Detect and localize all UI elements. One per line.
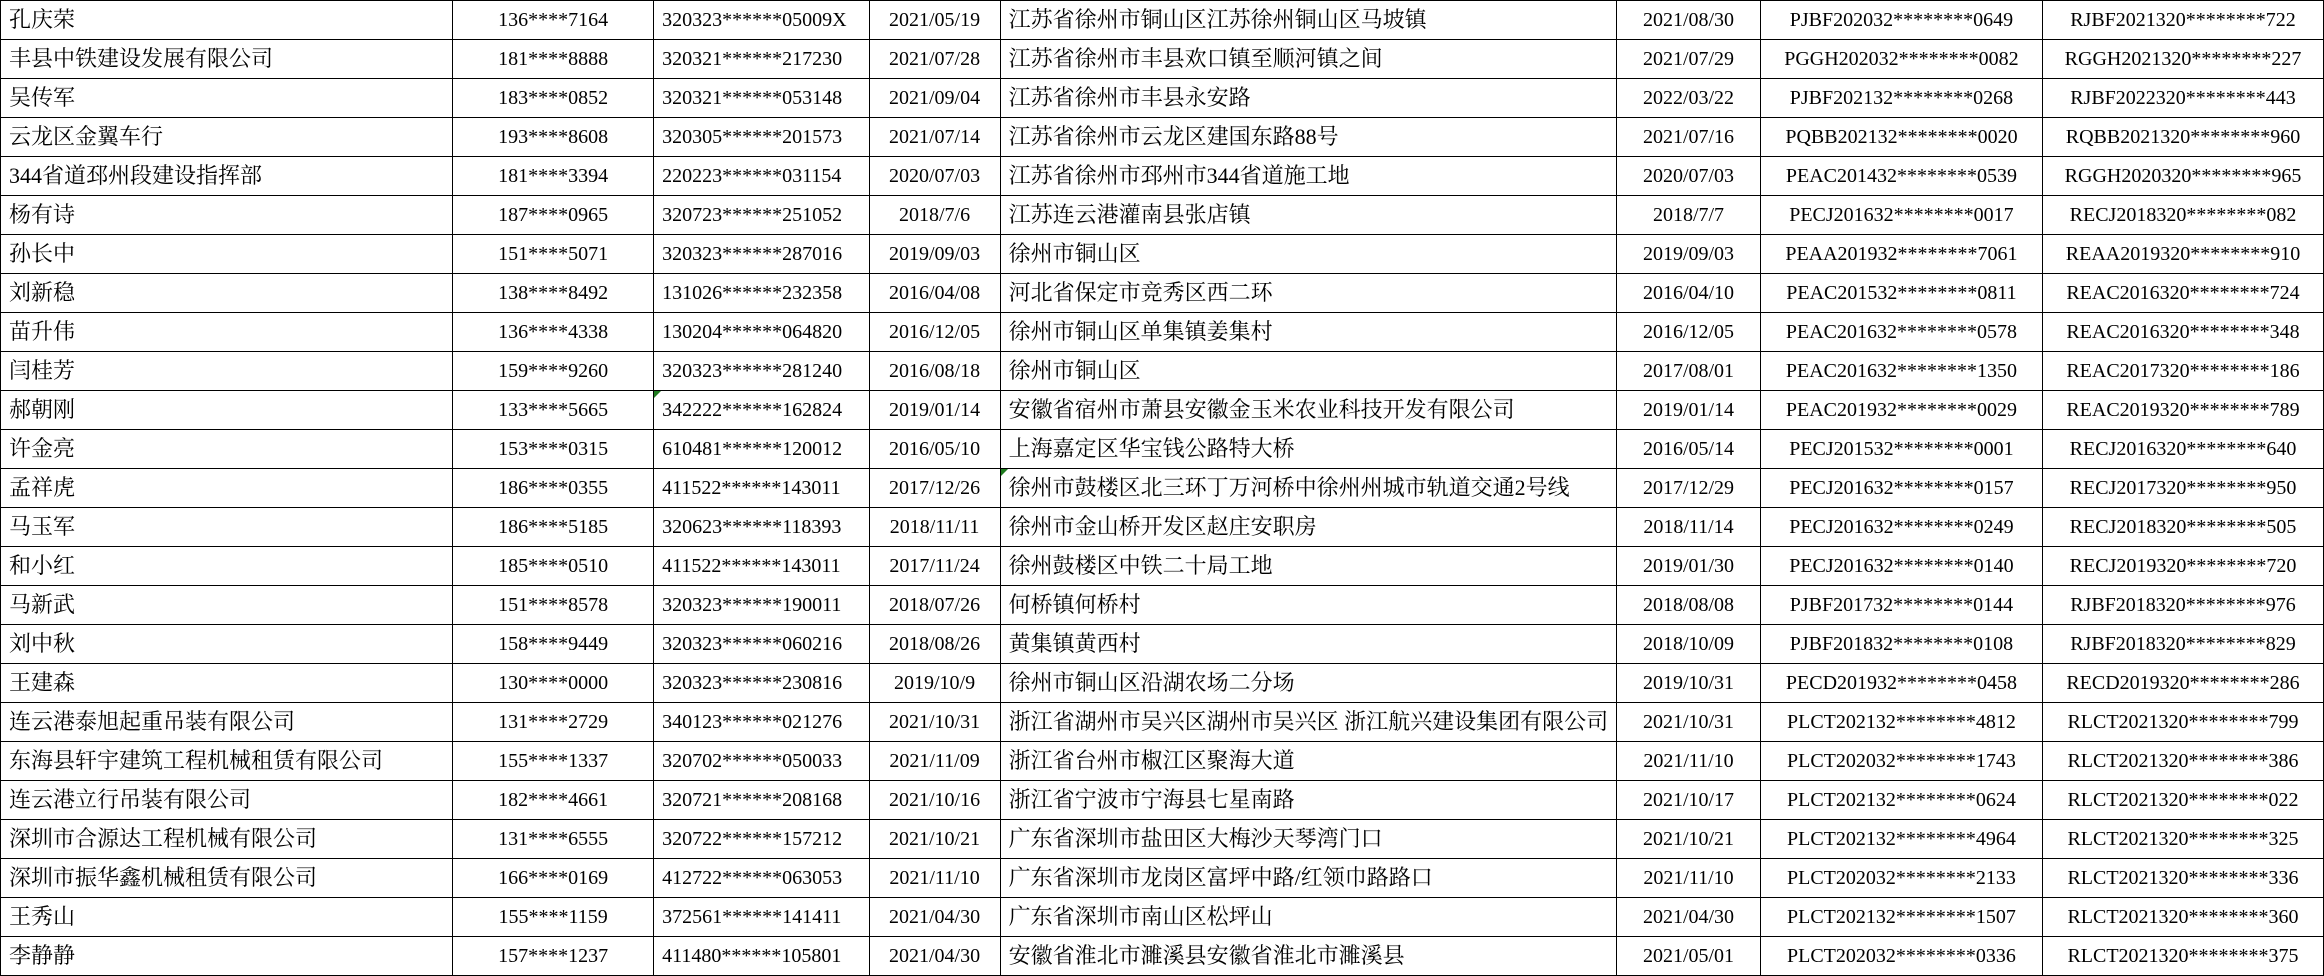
cell-name[interactable]: 刘新稳 bbox=[1, 274, 453, 313]
cell-phone[interactable]: 131****2729 bbox=[453, 703, 654, 742]
cell-inspect-date[interactable]: 2018/10/09 bbox=[1617, 625, 1761, 664]
cell-receipt-number[interactable]: RLCT2021320********375 bbox=[2043, 937, 2324, 976]
cell-id-number[interactable]: 320323******060216 bbox=[654, 625, 869, 664]
cell-address[interactable]: 江苏连云港灌南县张店镇 bbox=[1000, 196, 1617, 235]
cell-id-number[interactable]: 320323******281240 bbox=[654, 352, 869, 391]
cell-receipt-number[interactable]: RQBB2021320********960 bbox=[2043, 118, 2324, 157]
cell-inspect-date[interactable]: 2021/08/30 bbox=[1617, 1, 1761, 40]
cell-register-date[interactable]: 2021/05/19 bbox=[869, 1, 1000, 40]
cell-phone[interactable]: 187****0965 bbox=[453, 196, 654, 235]
cell-receipt-number[interactable]: RECJ2018320********505 bbox=[2043, 508, 2324, 547]
cell-address[interactable]: 徐州市铜山区沿湖农场二分场 bbox=[1000, 664, 1617, 703]
cell-phone[interactable]: 151****5071 bbox=[453, 235, 654, 274]
cell-inspect-date[interactable]: 2018/08/08 bbox=[1617, 586, 1761, 625]
cell-address[interactable]: 徐州市鼓楼区北三环丁万河桥中徐州州城市轨道交通2号线 bbox=[1000, 469, 1617, 508]
cell-name[interactable]: 许金亮 bbox=[1, 430, 453, 469]
cell-name[interactable]: 郝朝刚 bbox=[1, 391, 453, 430]
cell-address[interactable]: 江苏省徐州市铜山区江苏徐州铜山区马坡镇 bbox=[1000, 1, 1617, 40]
cell-name[interactable]: 王建森 bbox=[1, 664, 453, 703]
cell-receipt-number[interactable]: RJBF2018320********829 bbox=[2043, 625, 2324, 664]
cell-inspect-date[interactable]: 2020/07/03 bbox=[1617, 157, 1761, 196]
cell-id-number[interactable]: 610481******120012 bbox=[654, 430, 869, 469]
cell-address[interactable]: 浙江省湖州市吴兴区湖州市吴兴区 浙江航兴建设集团有限公司 bbox=[1000, 703, 1617, 742]
cell-policy-number[interactable]: PJBF202032********0649 bbox=[1760, 1, 2042, 40]
table-row bbox=[1, 1, 2324, 40]
cell-id-number[interactable]: 320722******157212 bbox=[654, 820, 869, 859]
cell-name[interactable]: 李静静 bbox=[1, 937, 453, 976]
cell-policy-number[interactable]: PLCT202132********4964 bbox=[1760, 820, 2042, 859]
cell-id-number[interactable]: 220223******031154 bbox=[654, 157, 869, 196]
cell-id-number[interactable]: 320323******287016 bbox=[654, 235, 869, 274]
cell-inspect-date[interactable]: 2021/07/29 bbox=[1617, 40, 1761, 79]
cell-receipt-number[interactable]: REAC2017320********186 bbox=[2043, 352, 2324, 391]
cell-address[interactable]: 江苏省徐州市邳州市344省道施工地 bbox=[1000, 157, 1617, 196]
cell-name[interactable]: 马新武 bbox=[1, 586, 453, 625]
cell-phone[interactable]: 155****1337 bbox=[453, 742, 654, 781]
cell-register-date[interactable]: 2018/7/6 bbox=[869, 196, 1000, 235]
table-row bbox=[1, 391, 2324, 430]
cell-id-number[interactable]: 320721******208168 bbox=[654, 781, 869, 820]
cell-id-number[interactable]: 411522******143011 bbox=[654, 547, 869, 586]
cell-policy-number[interactable]: PQBB202132********0020 bbox=[1760, 118, 2042, 157]
cell-receipt-number[interactable]: REAC2016320********724 bbox=[2043, 274, 2324, 313]
cell-address[interactable]: 广东省深圳市盐田区大梅沙天琴湾门口 bbox=[1000, 820, 1617, 859]
cell-name[interactable]: 孔庆荣 bbox=[1, 1, 453, 40]
cell-register-date[interactable]: 2021/10/21 bbox=[869, 820, 1000, 859]
cell-id-number[interactable]: 342222******162824 bbox=[654, 391, 869, 430]
cell-address[interactable]: 广东省深圳市龙岗区富坪中路/红领巾路路口 bbox=[1000, 859, 1617, 898]
cell-policy-number[interactable]: PECJ201632********0017 bbox=[1760, 196, 2042, 235]
cell-id-number[interactable]: 320321******217230 bbox=[654, 40, 869, 79]
cell-id-number[interactable]: 320723******251052 bbox=[654, 196, 869, 235]
cell-id-number[interactable]: 340123******021276 bbox=[654, 703, 869, 742]
cell-register-date[interactable]: 2021/07/14 bbox=[869, 118, 1000, 157]
cell-policy-number[interactable]: PEAC201632********1350 bbox=[1760, 352, 2042, 391]
table-row bbox=[1, 820, 2324, 859]
cell-inspect-date[interactable]: 2016/04/10 bbox=[1617, 274, 1761, 313]
cell-register-date[interactable]: 2016/05/10 bbox=[869, 430, 1000, 469]
table-row bbox=[1, 937, 2324, 976]
table-row bbox=[1, 625, 2324, 664]
cell-id-number[interactable]: 320702******050033 bbox=[654, 742, 869, 781]
cell-name[interactable]: 连云港立行吊装有限公司 bbox=[1, 781, 453, 820]
cell-phone[interactable]: 131****6555 bbox=[453, 820, 654, 859]
cell-phone[interactable]: 166****0169 bbox=[453, 859, 654, 898]
table-row bbox=[1, 235, 2324, 274]
cell-phone[interactable]: 130****0000 bbox=[453, 664, 654, 703]
cell-policy-number[interactable]: PLCT202032********0336 bbox=[1760, 937, 2042, 976]
cell-id-number[interactable]: 130204******064820 bbox=[654, 313, 869, 352]
cell-address[interactable]: 徐州市铜山区单集镇姜集村 bbox=[1000, 313, 1617, 352]
cell-policy-number[interactable]: PJBF202132********0268 bbox=[1760, 79, 2042, 118]
cell-name[interactable]: 刘中秋 bbox=[1, 625, 453, 664]
cell-register-date[interactable]: 2021/04/30 bbox=[869, 898, 1000, 937]
cell-address[interactable]: 江苏省徐州市丰县永安路 bbox=[1000, 79, 1617, 118]
cell-inspect-date[interactable]: 2019/01/14 bbox=[1617, 391, 1761, 430]
table-row bbox=[1, 781, 2324, 820]
cell-receipt-number[interactable]: RJBF2018320********976 bbox=[2043, 586, 2324, 625]
cell-inspect-date[interactable]: 2019/10/31 bbox=[1617, 664, 1761, 703]
cell-policy-number[interactable]: PLCT202032********1743 bbox=[1760, 742, 2042, 781]
cell-policy-number[interactable]: PLCT202132********1507 bbox=[1760, 898, 2042, 937]
cell-name[interactable]: 马玉军 bbox=[1, 508, 453, 547]
cell-inspect-date[interactable]: 2017/12/29 bbox=[1617, 469, 1761, 508]
cell-register-date[interactable]: 2019/01/14 bbox=[869, 391, 1000, 430]
cell-id-number[interactable]: 131026******232358 bbox=[654, 274, 869, 313]
cell-phone[interactable]: 138****8492 bbox=[453, 274, 654, 313]
cell-receipt-number[interactable]: RECJ2019320********720 bbox=[2043, 547, 2324, 586]
cell-address[interactable]: 广东省深圳市南山区松坪山 bbox=[1000, 898, 1617, 937]
cell-policy-number[interactable]: PEAA201932********7061 bbox=[1760, 235, 2042, 274]
cell-receipt-number[interactable]: RJBF2021320********722 bbox=[2043, 1, 2324, 40]
cell-name[interactable]: 孙长中 bbox=[1, 235, 453, 274]
cell-receipt-number[interactable]: RGGH2021320********227 bbox=[2043, 40, 2324, 79]
cell-inspect-date[interactable]: 2021/04/30 bbox=[1617, 898, 1761, 937]
cell-phone[interactable]: 157****1237 bbox=[453, 937, 654, 976]
cell-phone[interactable]: 151****8578 bbox=[453, 586, 654, 625]
cell-phone[interactable]: 181****3394 bbox=[453, 157, 654, 196]
cell-phone[interactable]: 158****9449 bbox=[453, 625, 654, 664]
cell-inspect-date[interactable]: 2016/05/14 bbox=[1617, 430, 1761, 469]
cell-receipt-number[interactable]: RECJ2018320********082 bbox=[2043, 196, 2324, 235]
table-body bbox=[1, 1, 2324, 976]
cell-policy-number[interactable]: PECJ201632********0249 bbox=[1760, 508, 2042, 547]
cell-name[interactable]: 苗升伟 bbox=[1, 313, 453, 352]
cell-name[interactable]: 344省道邳州段建设指挥部 bbox=[1, 157, 453, 196]
cell-name[interactable]: 闫桂芳 bbox=[1, 352, 453, 391]
cell-policy-number[interactable]: PJBF201732********0144 bbox=[1760, 586, 2042, 625]
cell-address[interactable]: 黄集镇黄西村 bbox=[1000, 625, 1617, 664]
cell-inspect-date[interactable]: 2019/01/30 bbox=[1617, 547, 1761, 586]
cell-phone[interactable]: 185****0510 bbox=[453, 547, 654, 586]
table-row bbox=[1, 352, 2324, 391]
table-row bbox=[1, 40, 2324, 79]
cell-name[interactable]: 东海县轩宇建筑工程机械租赁有限公司 bbox=[1, 742, 453, 781]
cell-register-date[interactable]: 2018/11/11 bbox=[869, 508, 1000, 547]
cell-id-number[interactable]: 320323******05009X bbox=[654, 1, 869, 40]
table-row bbox=[1, 898, 2324, 937]
cell-policy-number[interactable]: PECD201932********0458 bbox=[1760, 664, 2042, 703]
cell-id-number[interactable]: 320623******118393 bbox=[654, 508, 869, 547]
cell-phone[interactable]: 136****4338 bbox=[453, 313, 654, 352]
cell-inspect-date[interactable]: 2022/03/22 bbox=[1617, 79, 1761, 118]
cell-register-date[interactable]: 2018/07/26 bbox=[869, 586, 1000, 625]
cell-register-date[interactable]: 2019/09/03 bbox=[869, 235, 1000, 274]
cell-inspect-date[interactable]: 2016/12/05 bbox=[1617, 313, 1761, 352]
cell-register-date[interactable]: 2017/11/24 bbox=[869, 547, 1000, 586]
cell-name[interactable]: 孟祥虎 bbox=[1, 469, 453, 508]
cell-receipt-number[interactable]: RLCT2021320********386 bbox=[2043, 742, 2324, 781]
cell-inspect-date[interactable]: 2018/11/14 bbox=[1617, 508, 1761, 547]
table-row bbox=[1, 703, 2324, 742]
cell-address[interactable]: 安徽省淮北市濉溪县安徽省淮北市濉溪县 bbox=[1000, 937, 1617, 976]
cell-register-date[interactable]: 2017/12/26 bbox=[869, 469, 1000, 508]
cell-name[interactable]: 杨有诗 bbox=[1, 196, 453, 235]
cell-register-date[interactable]: 2021/11/09 bbox=[869, 742, 1000, 781]
cell-receipt-number[interactable]: RECD2019320********286 bbox=[2043, 664, 2324, 703]
table-row bbox=[1, 547, 2324, 586]
table-row bbox=[1, 859, 2324, 898]
cell-policy-number[interactable]: PLCT202132********4812 bbox=[1760, 703, 2042, 742]
cell-register-date[interactable]: 2020/07/03 bbox=[869, 157, 1000, 196]
table-row bbox=[1, 742, 2324, 781]
table-row bbox=[1, 157, 2324, 196]
cell-receipt-number[interactable]: RGGH2020320********965 bbox=[2043, 157, 2324, 196]
cell-name[interactable]: 深圳市合源达工程机械有限公司 bbox=[1, 820, 453, 859]
cell-name[interactable]: 王秀山 bbox=[1, 898, 453, 937]
cell-receipt-number[interactable]: REAA2019320********910 bbox=[2043, 235, 2324, 274]
cell-inspect-date[interactable]: 2017/08/01 bbox=[1617, 352, 1761, 391]
cell-id-number[interactable]: 320323******230816 bbox=[654, 664, 869, 703]
cell-id-number[interactable]: 411522******143011 bbox=[654, 469, 869, 508]
cell-address[interactable]: 徐州市铜山区 bbox=[1000, 235, 1617, 274]
cell-id-number[interactable]: 320305******201573 bbox=[654, 118, 869, 157]
cell-address[interactable]: 徐州市金山桥开发区赵庄安职房 bbox=[1000, 508, 1617, 547]
cell-policy-number[interactable]: PJBF201832********0108 bbox=[1760, 625, 2042, 664]
cell-inspect-date[interactable]: 2021/10/17 bbox=[1617, 781, 1761, 820]
cell-receipt-number[interactable]: RLCT2021320********360 bbox=[2043, 898, 2324, 937]
cell-phone[interactable]: 153****0315 bbox=[453, 430, 654, 469]
cell-receipt-number[interactable]: RLCT2021320********022 bbox=[2043, 781, 2324, 820]
cell-id-number[interactable]: 372561******141411 bbox=[654, 898, 869, 937]
table-row bbox=[1, 274, 2324, 313]
cell-register-date[interactable]: 2021/10/31 bbox=[869, 703, 1000, 742]
cell-register-date[interactable]: 2019/10/9 bbox=[869, 664, 1000, 703]
cell-name[interactable]: 和小红 bbox=[1, 547, 453, 586]
cell-policy-number[interactable]: PEAC201532********0811 bbox=[1760, 274, 2042, 313]
cell-name[interactable]: 深圳市振华鑫机械租赁有限公司 bbox=[1, 859, 453, 898]
table-row bbox=[1, 469, 2324, 508]
cell-id-number[interactable]: 320321******053148 bbox=[654, 79, 869, 118]
cell-register-date[interactable]: 2021/09/04 bbox=[869, 79, 1000, 118]
cell-policy-number[interactable]: PECJ201532********0001 bbox=[1760, 430, 2042, 469]
cell-name[interactable]: 吴传军 bbox=[1, 79, 453, 118]
cell-receipt-number[interactable]: RECJ2016320********640 bbox=[2043, 430, 2324, 469]
cell-inspect-date[interactable]: 2021/05/01 bbox=[1617, 937, 1761, 976]
cell-address[interactable]: 何桥镇何桥村 bbox=[1000, 586, 1617, 625]
cell-inspect-date[interactable]: 2021/10/21 bbox=[1617, 820, 1761, 859]
cell-register-date[interactable]: 2016/04/08 bbox=[869, 274, 1000, 313]
cell-phone[interactable]: 182****4661 bbox=[453, 781, 654, 820]
cell-policy-number[interactable]: PECJ201632********0140 bbox=[1760, 547, 2042, 586]
cell-phone[interactable]: 186****5185 bbox=[453, 508, 654, 547]
cell-name[interactable]: 云龙区金翼车行 bbox=[1, 118, 453, 157]
cell-receipt-number[interactable]: RLCT2021320********336 bbox=[2043, 859, 2324, 898]
cell-receipt-number[interactable]: RLCT2021320********799 bbox=[2043, 703, 2324, 742]
table-row bbox=[1, 430, 2324, 469]
cell-policy-number[interactable]: PLCT202132********0624 bbox=[1760, 781, 2042, 820]
cell-phone[interactable]: 155****1159 bbox=[453, 898, 654, 937]
cell-name[interactable]: 连云港泰旭起重吊装有限公司 bbox=[1, 703, 453, 742]
table-row bbox=[1, 118, 2324, 157]
cell-inspect-date[interactable]: 2021/10/31 bbox=[1617, 703, 1761, 742]
cell-phone[interactable]: 186****0355 bbox=[453, 469, 654, 508]
cell-address[interactable]: 徐州鼓楼区中铁二十局工地 bbox=[1000, 547, 1617, 586]
cell-register-date[interactable]: 2021/07/28 bbox=[869, 40, 1000, 79]
cell-receipt-number[interactable]: RLCT2021320********325 bbox=[2043, 820, 2324, 859]
cell-policy-number[interactable]: PECJ201632********0157 bbox=[1760, 469, 2042, 508]
table-row bbox=[1, 79, 2324, 118]
cell-receipt-number[interactable]: RJBF2022320********443 bbox=[2043, 79, 2324, 118]
cell-address[interactable]: 上海嘉定区华宝钱公路特大桥 bbox=[1000, 430, 1617, 469]
cell-register-date[interactable]: 2021/10/16 bbox=[869, 781, 1000, 820]
cell-policy-number[interactable]: PGGH202032********0082 bbox=[1760, 40, 2042, 79]
cell-inspect-date[interactable]: 2021/11/10 bbox=[1617, 859, 1761, 898]
cell-register-date[interactable]: 2018/08/26 bbox=[869, 625, 1000, 664]
cell-address[interactable]: 安徽省宿州市萧县安徽金玉米农业科技开发有限公司 bbox=[1000, 391, 1617, 430]
table-row bbox=[1, 664, 2324, 703]
cell-receipt-number[interactable]: REAC2019320********789 bbox=[2043, 391, 2324, 430]
cell-phone[interactable]: 136****7164 bbox=[453, 1, 654, 40]
cell-receipt-number[interactable]: RECJ2017320********950 bbox=[2043, 469, 2324, 508]
cell-register-date[interactable]: 2016/12/05 bbox=[869, 313, 1000, 352]
cell-phone[interactable]: 133****5665 bbox=[453, 391, 654, 430]
table-row bbox=[1, 313, 2324, 352]
cell-name[interactable]: 丰县中铁建设发展有限公司 bbox=[1, 40, 453, 79]
cell-id-number[interactable]: 320323******190011 bbox=[654, 586, 869, 625]
cell-address[interactable]: 徐州市铜山区 bbox=[1000, 352, 1617, 391]
cell-address[interactable]: 浙江省台州市椒江区聚海大道 bbox=[1000, 742, 1617, 781]
table-row bbox=[1, 196, 2324, 235]
cell-address[interactable]: 河北省保定市竞秀区西二环 bbox=[1000, 274, 1617, 313]
cell-policy-number[interactable]: PEAC201432********0539 bbox=[1760, 157, 2042, 196]
cell-phone[interactable]: 159****9260 bbox=[453, 352, 654, 391]
cell-register-date[interactable]: 2021/11/10 bbox=[869, 859, 1000, 898]
cell-phone[interactable]: 193****8608 bbox=[453, 118, 654, 157]
cell-inspect-date[interactable]: 2021/07/16 bbox=[1617, 118, 1761, 157]
cell-inspect-date[interactable]: 2019/09/03 bbox=[1617, 235, 1761, 274]
table-row bbox=[1, 508, 2324, 547]
cell-id-number[interactable]: 411480******105801 bbox=[654, 937, 869, 976]
cell-inspect-date[interactable]: 2018/7/7 bbox=[1617, 196, 1761, 235]
cell-policy-number[interactable]: PLCT202032********2133 bbox=[1760, 859, 2042, 898]
cell-address[interactable]: 江苏省徐州市云龙区建国东路88号 bbox=[1000, 118, 1617, 157]
cell-phone[interactable]: 183****0852 bbox=[453, 79, 654, 118]
cell-phone[interactable]: 181****8888 bbox=[453, 40, 654, 79]
cell-register-date[interactable]: 2021/04/30 bbox=[869, 937, 1000, 976]
cell-id-number[interactable]: 412722******063053 bbox=[654, 859, 869, 898]
cell-policy-number[interactable]: PEAC201632********0578 bbox=[1760, 313, 2042, 352]
table-row bbox=[1, 586, 2324, 625]
cell-inspect-date[interactable]: 2021/11/10 bbox=[1617, 742, 1761, 781]
cell-address[interactable]: 江苏省徐州市丰县欢口镇至顺河镇之间 bbox=[1000, 40, 1617, 79]
cell-policy-number[interactable]: PEAC201932********0029 bbox=[1760, 391, 2042, 430]
cell-register-date[interactable]: 2016/08/18 bbox=[869, 352, 1000, 391]
cell-receipt-number[interactable]: REAC2016320********348 bbox=[2043, 313, 2324, 352]
cell-address[interactable]: 浙江省宁波市宁海县七星南路 bbox=[1000, 781, 1617, 820]
